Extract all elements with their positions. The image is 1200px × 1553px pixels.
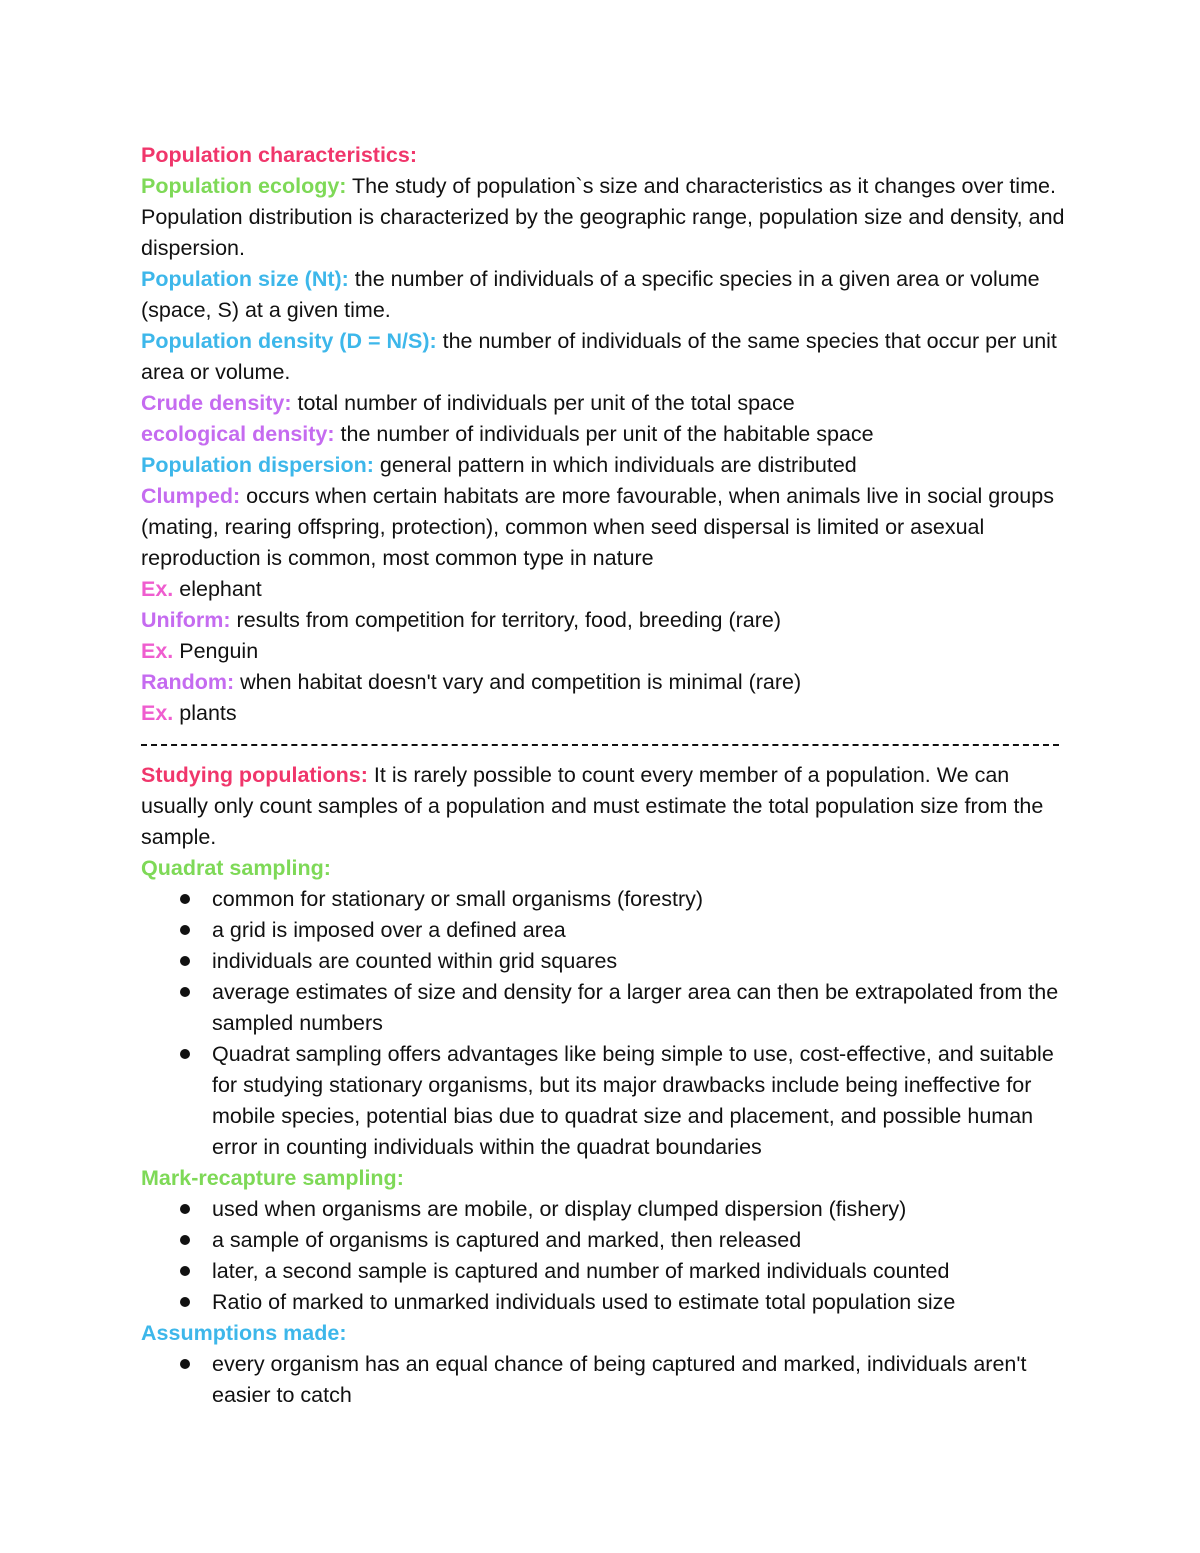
list-item-text: Ratio of marked to unmarked individuals used to estimate total population size (212, 1290, 956, 1314)
list-item-text: a sample of organisms is captured and marked, then released (212, 1228, 802, 1252)
list-item (212, 1349, 1066, 1411)
subheading-quadrat-sampling: Quadrat sampling: (141, 856, 331, 880)
term-uniform: Uniform: (141, 608, 231, 632)
list-item-text: common for stationary or small organisms (forestry) (212, 887, 704, 911)
paragraph-text: It is rarely possible to count every member of a population. We can usually only count samples of a population and must estimate the total population size from the sample. (141, 763, 1044, 849)
quadrat-sampling-list (141, 884, 1066, 1163)
term-population-dispersion: Population dispersion: (141, 453, 374, 477)
definition-ecological-density (141, 419, 1066, 450)
term-population-ecology: Population ecology: (141, 174, 347, 198)
definition-text: general pattern in which individuals are distributed (373, 453, 857, 477)
bullet-icon (180, 1297, 190, 1307)
section-heading-population-characteristics: Population characteristics: (141, 143, 417, 167)
list-item-text: later, a second sample is captured and number of marked individuals counted (212, 1259, 950, 1283)
definition-text: the number of individuals per unit of the habitable space (334, 422, 874, 446)
definition-text: when habitat doesn't vary and competition is minimal (rare) (234, 670, 802, 694)
example-clumped (141, 574, 1066, 605)
section-divider (141, 729, 1066, 760)
list-item-text: average estimates of size and density for a larger area can then be extrapolated from the sampled numbers (212, 980, 1059, 1035)
assumptions-list (141, 1349, 1066, 1411)
paragraph-studying-populations (141, 760, 1066, 853)
list-item (212, 1225, 1066, 1256)
definition-clumped (141, 481, 1066, 574)
bullet-icon (180, 1266, 190, 1276)
subheading-assumptions-made: Assumptions made: (141, 1321, 347, 1345)
list-item-text: Quadrat sampling offers advantages like being simple to use, cost-effective, and suitable for studying stationary organisms, but its major drawbacks include being ineffective for mobile species, potential bias due to quadrat size and placement, and possible human error in counting individuals within the quadrat boundaries (212, 1042, 1054, 1159)
list-item-text: every organism has an equal chance of being captured and marked, individuals aren't easier to catch (212, 1352, 1027, 1407)
mark-recapture-list (141, 1194, 1066, 1318)
definition-text: the number of individuals of the same species that occur per unit area or volume. (141, 329, 1057, 384)
list-item (212, 1256, 1066, 1287)
definition-text: the number of individuals of a specific species in a given area or volume (space, S) at a given time. (141, 267, 1040, 322)
term-crude-density: Crude density: (141, 391, 292, 415)
definition-random (141, 667, 1066, 698)
example-uniform (141, 636, 1066, 667)
term-random: Random: (141, 670, 235, 694)
term-ecological-density: ecological density: (141, 422, 335, 446)
term-example: Ex. (141, 701, 174, 725)
definition-crude-density (141, 388, 1066, 419)
definition-population-ecology (141, 171, 1066, 264)
list-item-text: individuals are counted within grid squares (212, 949, 618, 973)
list-item-text: a grid is imposed over a defined area (212, 918, 566, 942)
list-item (212, 946, 1066, 977)
document-page (141, 140, 1066, 1411)
example-text: plants (173, 701, 237, 725)
bullet-icon (180, 1359, 190, 1369)
list-item (212, 1039, 1066, 1163)
list-item (212, 1194, 1066, 1225)
bullet-icon (180, 956, 190, 966)
list-item (212, 977, 1066, 1039)
list-item-text: used when organisms are mobile, or display clumped dispersion (fishery) (212, 1197, 907, 1221)
definition-text: total number of individuals per unit of the total space (291, 391, 795, 415)
list-item (212, 915, 1066, 946)
term-example: Ex. (141, 577, 174, 601)
definition-text: The study of population`s size and characteristics as it changes over time. Population distribution is characterized by the geographic range, population size and density, and dispersion. (141, 174, 1065, 260)
bullet-icon (180, 1235, 190, 1245)
list-item (212, 884, 1066, 915)
subheading-mark-recapture-sampling: Mark-recapture sampling: (141, 1166, 404, 1190)
bullet-icon (180, 894, 190, 904)
example-random (141, 698, 1066, 729)
definition-uniform (141, 605, 1066, 636)
definition-population-size (141, 264, 1066, 326)
bullet-icon (180, 925, 190, 935)
definition-population-dispersion (141, 450, 1066, 481)
section-heading-studying-populations: Studying populations: (141, 763, 368, 787)
example-text: Penguin (173, 639, 259, 663)
bullet-icon (180, 1204, 190, 1214)
bullet-icon (180, 987, 190, 997)
term-population-density: Population density (D = N/S): (141, 329, 437, 353)
list-item (212, 1287, 1066, 1318)
definition-text: results from competition for territory, food, breeding (rare) (230, 608, 782, 632)
term-example: Ex. (141, 639, 174, 663)
definition-population-density (141, 326, 1066, 388)
bullet-icon (180, 1049, 190, 1059)
definition-text: occurs when certain habitats are more favourable, when animals live in social groups (mating, rearing offspring, protection), common when seed dispersal is limited or asexual reproduction is common, most common type in nature (141, 484, 1054, 570)
example-text: elephant (173, 577, 262, 601)
term-clumped: Clumped: (141, 484, 241, 508)
term-population-size: Population size (Nt): (141, 267, 349, 291)
